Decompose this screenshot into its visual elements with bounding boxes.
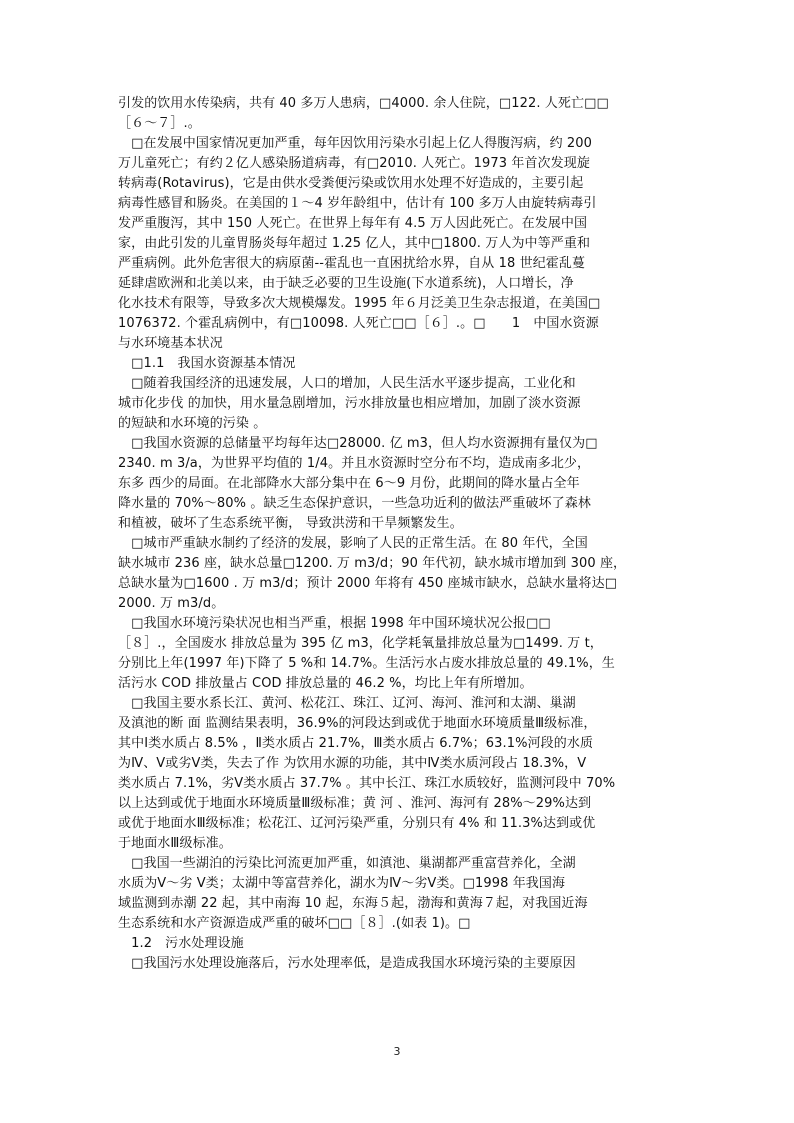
text-line: 东多 西少的局面。在北部降水大部分集中在 6～9 月份，此期间的降水量占全年: [118, 476, 580, 491]
text-line: 水质为Ⅴ～劣 Ⅴ类；太湖中等富营养化，湖水为Ⅳ～劣Ⅴ类。□1998 年我国海: [118, 876, 566, 891]
text-line: □我国水资源的总储量平均每年达□28000. 亿 m3，但人均水资源拥有量仅为□: [118, 436, 598, 451]
section-heading: 与水环境基本状况: [118, 336, 223, 351]
subsection-heading: □1.1 我国水资源基本情况: [118, 356, 296, 371]
text-line: □我国主要水系长江、黄河、松花江、珠江、辽河、海河、淮河和太湖、巢湖: [118, 696, 576, 711]
text-line: 发严重腹泻，其中 150 人死亡。在世界上每年有 4.5 万人因此死亡。在发展中国: [118, 216, 588, 231]
text-line: 2340. m 3/a，为世界平均值的 1/4。并且水资源时空分布不均，造成南多北少，: [118, 456, 591, 471]
text-line: □我国水环境污染状况也相当严重，根据 1998 年中国环境状况公报□□: [118, 616, 551, 631]
text-line: 万儿童死亡；有约２亿人感染肠道病毒，有□2010. 人死亡。1973 年首次发现旋: [118, 156, 590, 171]
text-line: 总缺水量为□1600 . 万 m3/d；预计 2000 年将有 450 座城市缺水，总缺水量将达□: [118, 576, 618, 591]
text-line: 和植被，破坏了生态系统平衡， 导致洪涝和干旱频繁发生。: [118, 516, 463, 531]
text-line: 家，由此引发的儿童胃肠炎每年超过 1.25 亿人，其中□1800. 万人为中等严重和: [118, 236, 591, 251]
text-line: 2000. 万 m3/d。: [118, 596, 225, 611]
text-line: 生态系统和水产资源造成严重的破坏□□［８］.(如表 1)。□: [118, 916, 471, 931]
text-line: □我国一些湖泊的污染比河流更加严重，如滇池、巢湖都严重富营养化，全湖: [118, 856, 576, 871]
text-line: 其中Ⅰ类水质占 8.5% ，Ⅱ类水质占 21.7%，Ⅲ类水质占 6.7%；63.1%河段的水质: [118, 736, 594, 751]
text-line: 于地面水Ⅲ级标准。: [118, 836, 232, 851]
text-line: 为Ⅳ、Ⅴ或劣Ⅴ类，失去了作 为饮用水源的功能，其中Ⅳ类水质河段占 18.3%，Ⅴ: [118, 756, 587, 771]
text-line: 延肆虐欧洲和北美以来，由于缺乏必要的卫生设施(下水道系统)，人口增长，净: [118, 276, 574, 291]
text-line: 的短缺和水环境的污染 。: [118, 416, 267, 431]
subsection-heading: 1.2 污水处理设施: [118, 936, 244, 951]
text-line: 转病毒(Rotavirus)，它是由供水受粪便污染或饮用水处理不好造成的，主要引起: [118, 176, 584, 191]
text-line: 以上达到或优于地面水环境质量Ⅲ级标准；黄 河 、淮河、海河有 28%～29%达到: [118, 796, 592, 811]
text-line: 或优于地面水Ⅲ级标准；松花江、辽河污染严重，分别只有 4% 和 11.3%达到或优: [118, 816, 596, 831]
text-line: 严重病例。此外危害很大的病原菌--霍乱也一直困扰给水界，自从 18 世纪霍乱蔓: [118, 256, 586, 271]
text-line: 缺水城市 236 座，缺水总量□1200. 万 m3/d；90 年代初，缺水城市增加到 300 座，: [118, 556, 627, 571]
text-line: □城市严重缺水制约了经济的发展，影响了人民的正常生活。在 80 年代，全国: [118, 536, 588, 551]
text-line: 类水质占 7.1%，劣Ⅴ类水质占 37.7% 。其中长江、珠江水质较好，监测河段中 70%: [118, 776, 616, 791]
text-line: □在发展中国家情况更加严重，每年因饮用污染水引起上亿人得腹泻病，约 200: [118, 136, 593, 151]
page-number: 3: [393, 1045, 401, 1058]
text-line: 城市化步伐 的加快，用水量急剧增加，污水排放量也相应增加，加剧了淡水资源: [118, 396, 581, 411]
text-line: 及滇池的断 面 监测结果表明，36.9%的河段达到或优于地面水环境质量Ⅲ级标准，: [118, 716, 597, 731]
text-line: 分别比上年(1997 年)下降了 5 %和 14.7%。生活污水占废水排放总量的 49.1%，生: [118, 656, 615, 671]
text-line: 化水技术有限等，导致多次大规模爆发。1995 年６月泛美卫生杂志报道，在美国□: [118, 296, 601, 311]
text-line: □随着我国经济的迅速发展，人口的增加，人民生活水平逐步提高，工业化和: [118, 376, 576, 391]
text-line: 活污水 COD 排放量占 COD 排放总量的 46.2 %，均比上年有所增加。: [118, 676, 533, 691]
text-line: 病毒性感冒和肠炎。在美国的１～4 岁年龄组中，估计有 100 多万人由旋转病毒引: [118, 196, 597, 211]
text-line: 域监测到赤潮 22 起，其中南海 10 起，东海５起，渤海和黄海７起，对我国近海: [118, 896, 588, 911]
text-line: 1076372. 个霍乱病例中，有□10098. 人死亡□□［６］.。□ 1 中国水资源: [118, 316, 599, 331]
text-line: 引发的饮用水传染病，共有 40 多万人患病，□4000. 余人住院，□122. 人死亡□□: [118, 96, 609, 111]
text-line: □我国污水处理设施落后，污水处理率低，是造成我国水环境污染的主要原因: [118, 956, 576, 971]
text-line: ［８］.，全国废水 排放总量为 395 亿 m3，化学耗氧量排放总量为□1499. 万 t，: [118, 636, 603, 651]
text-line: 降水量的 70%～80% 。缺乏生态保护意识，一些急功近利的做法严重破坏了森林: [118, 496, 591, 511]
body-text: [118, 94, 688, 974]
text-line: ［６～７］.。: [118, 116, 201, 131]
